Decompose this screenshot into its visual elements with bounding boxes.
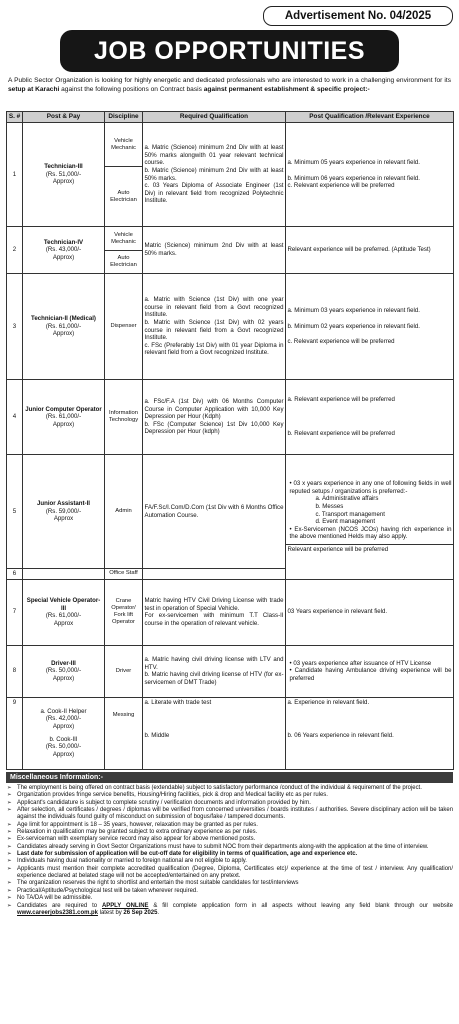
row-required-qualification [143, 123, 286, 227]
exp-item: a. Relevant experience will be preferred [287, 396, 395, 404]
misc-heading: Miscellaneous Information:- [6, 772, 453, 783]
exp-item: b. Minimum 06 years experience in relevant field. [287, 174, 420, 182]
misc-item: ➢ After selection, all certificates / degrees / diplomas will be verified from concerned universities / boards institutes / authorities. Severe disciplinary action will be taken against the individuals found guilty of misconduct on submission of bogus/fake / tampered documents. [6, 807, 453, 822]
row-experience [286, 274, 454, 380]
req-item: c. 03 Years Diploma of Associate Engineer (1st Div) in relevant field from recognized Polytechnic Institute. [144, 182, 284, 205]
post-title-b: b. Cook-III [49, 735, 78, 743]
req-item: a. Matric (Science) minimum 2nd Div with at least 50% marks alongwith 01 year relevant technical course. [144, 144, 284, 167]
exp-item: a. Experience in relevant field. [287, 698, 370, 706]
req-item: a. FSc/F.A (1st Div) with 06 Months Computer Course in Computer Application with 10,000 Key Depression per Hour (Kdph) [144, 398, 284, 421]
post-title-a: a. Cook-II Helper [40, 707, 87, 715]
row-post [23, 274, 105, 380]
row-sno: 7 [7, 579, 23, 645]
misc-item-apply [6, 903, 453, 918]
post-pay: (Rs. 61,000/- Approx) [45, 413, 82, 428]
row-sno: 8 [7, 645, 23, 697]
exp-item: • Ex-Servicemen (NCOS JCOs) having rich experience in the above mentioned Helds may also apply. [290, 526, 452, 541]
row-post [23, 123, 105, 227]
req-item: For ex-servicemen with minimum T.T Class-II course in the operation of relevant vehicle. [144, 612, 284, 627]
post-title: Technician-IV [43, 238, 84, 246]
req-item: b. Matric (Science) minimum 2nd Div with at least 50% marks. [144, 166, 284, 182]
exp-item: a. Minimum 03 years experience in relevant field. [287, 307, 420, 315]
jobs-table [6, 111, 454, 770]
table-row [7, 274, 454, 380]
misc-item: ➢ Relaxation in qualification may be granted subject to extra ordinary experience as per rules. [6, 829, 453, 836]
row-sno: 5 [7, 455, 23, 569]
apply-text-1: Candidates are required to [17, 902, 102, 909]
table-row [7, 579, 454, 645]
exp-item: b. 06 Years experience in relevant field. [287, 732, 394, 740]
exp-item: • Candidate having Ambulance driving experience will be preferred [290, 667, 452, 682]
intro-establishment: against permanent establishment & specific project:- [203, 86, 370, 94]
req-item: b. Matric having civil driving license of HTV (for ex-servicemen of DMT Trade) [144, 671, 284, 686]
row-experience [286, 645, 454, 697]
advertisement-number: Advertisement No. 04/2025 [263, 6, 453, 26]
row-post [23, 455, 105, 569]
misc-item: ➢ No TA/DA will be admissible. [6, 895, 453, 902]
row-required-qualification [143, 569, 286, 580]
row-discipline: Vehicle Mechanic [105, 227, 143, 251]
exp-list [288, 526, 452, 541]
post-title: Special Vehicle Operator-III [26, 596, 101, 612]
row-post [23, 697, 105, 769]
post-pay: (Rs. 59,000/- Approx [45, 507, 82, 523]
req-item: Matric having HTV Civil Driving License with trade test in operation of Special Vehicle. [144, 596, 284, 612]
exp-subitem: a. Administrative affairs [315, 495, 379, 503]
exp-item: a. Minimum 05 years experience in relevant field. [287, 159, 420, 167]
table-row [7, 380, 454, 455]
row-experience [286, 455, 454, 580]
misc-item: ➢ The organization reserves the right to shortlist and entertain the most suitable candidates for test/interviews [6, 880, 453, 887]
col-post-qualification: Post Qualification /Relevant Experience [286, 112, 454, 123]
col-discipline: Discipline [105, 112, 143, 123]
table-row [7, 227, 454, 251]
misc-item: ➢ Individuals having dual nationality or married to foreign national are not eligible to apply. [6, 858, 453, 865]
row-experience: 03 Years experience in relevant field. [286, 579, 454, 645]
row-required-qualification [143, 579, 286, 645]
exp-item: c. Relevant experience will be preferred [287, 182, 395, 190]
post-pay: (Rs. 50,000/- Approx) [45, 667, 82, 682]
intro-paragraph [8, 76, 451, 94]
exp-item: • 03 x years experience in any one of following fields in well reputed setups / organizations is preferred:- [290, 480, 452, 495]
row-discipline: Messing [105, 697, 143, 769]
col-sno: S. # [7, 112, 23, 123]
misc-section [6, 772, 453, 917]
post-pay: (Rs. 43,000/- Approx) [45, 246, 82, 261]
apply-text-4: . [157, 909, 160, 916]
exp-subitem: c. Transport management [315, 510, 385, 518]
row-experience [286, 697, 454, 769]
post-title: Technician-III [44, 163, 83, 171]
website-link[interactable]: www.careerjobs2381.com.pk [17, 909, 98, 916]
row-post [23, 380, 105, 455]
misc-item: ➢ Age limit for appointment is 18 – 35 years, however, relaxation may be granted as per rules. [6, 822, 453, 829]
row-sno: 9 [7, 697, 23, 769]
row-discipline: Dispenser [105, 274, 143, 380]
exp-item: b. Minimum 02 years experience in relevant field. [287, 322, 420, 330]
apply-online: APPLY ONLINE [101, 902, 149, 909]
row-required-qualification: FA/F.Sc/I.Com/D.Com (1st Div with 6 Months Office Automation Course. [143, 455, 286, 569]
misc-item: ➢ Organization provides fringe service benefits, Housing/Hiring facilities, pick & drop and Medical facility etc as per rules. [6, 792, 453, 799]
exp-item: c. Relevant experience will be preferred [287, 338, 395, 346]
exp-item: b. Relevant experience will be preferred [287, 430, 395, 437]
misc-item: ➢ Applicant's candidature is subject to complete scrutiny / verification documents and information provided by him. [6, 800, 453, 807]
post-pay: (Rs. 51,000/- Approx) [45, 170, 82, 186]
exp-subitem: d. Event management [315, 518, 376, 526]
misc-item: ➢ Last date for submission of application will be cut-off date for eligibility in terms of qualification, age and experience etc. [6, 851, 453, 858]
exp-list [288, 480, 452, 495]
exp-item: • 03 years experience after issuance of HTV License [290, 660, 452, 668]
post-pay-a: (Rs. 42,000/- Approx) [45, 715, 82, 730]
post-pay: (Rs. 61,000/- Approx) [45, 322, 82, 338]
row-required-qualification [143, 697, 286, 769]
req-item: b. FSc (Computer Science) 1st Div 10,000 Key Depression per Hour (kdph) [144, 420, 284, 436]
row-sno: 2 [7, 227, 23, 274]
post-pay: (Rs. 61,000/- Approx [45, 612, 82, 627]
row-discipline: Admin [105, 455, 143, 569]
table-row [7, 455, 454, 569]
row-experience [286, 380, 454, 455]
exp-sublist [288, 495, 452, 525]
req-item: a. Matric having civil driving license with LTV and HTV. [144, 655, 284, 671]
req-item: a. Matric with Science (1st Div) with one year course in relevant field from a Govt recognized Institute. [144, 296, 284, 319]
intro-location: setup at Karachi [8, 86, 60, 94]
post-title: Technician-II (Medical) [31, 315, 96, 323]
row-sno: 3 [7, 274, 23, 380]
row-post [23, 569, 105, 580]
row-required-qualification [143, 380, 286, 455]
row-post [23, 645, 105, 697]
row-experience: Relevant experience will be preferred. (Aptitude Test) [286, 227, 454, 274]
table-row [7, 697, 454, 769]
exp-subitem: b. Messes [315, 502, 344, 510]
col-post-pay: Post & Pay [23, 112, 105, 123]
intro-text-2: against the following positions on Contract basis [59, 86, 204, 94]
row-sno: 1 [7, 123, 23, 227]
row-discipline: Information Technology [105, 380, 143, 455]
row-sno: 4 [7, 380, 23, 455]
page-title: JOB OPPORTUNITIES [60, 30, 399, 72]
row-discipline: Crane Operator/ Fork lift Operator [105, 579, 143, 645]
row-experience [286, 123, 454, 227]
row-required-qualification [143, 274, 286, 380]
row-post [23, 579, 105, 645]
apply-text-2: & fill complete application form in all aspects without leaving any field blank through our website [148, 902, 453, 909]
req-item: c. FSc (Preferably 1st Div) with 01 year Diploma in relevant field from a Govt recognized Institute. [144, 341, 284, 357]
row-required-qualification: Matric (Science) minimum 2nd Div with at least 50% marks. [143, 227, 286, 274]
row-sno: 6 [7, 569, 23, 580]
row-discipline: Driver [105, 645, 143, 697]
req-item: b. Matric with Science (1st Div) with 02 years course in relevant field from a Govt recognized Institute. [144, 318, 284, 342]
row-discipline: Auto Electrician [105, 167, 143, 227]
misc-item: ➢ Ex-serviceman with exemplary service record may also appear for above mentioned posts. [6, 836, 453, 843]
row-required-qualification [143, 645, 286, 697]
last-date: 26 Sep 2025 [123, 909, 158, 916]
misc-item: ➢ Practical/Aptitude/Psychological test will be taken wherever required. [6, 888, 453, 895]
misc-item: ➢ Applicants must mention their complete accredited qualification (Degree, Diploma, Certificates etc)/ experience at the time of test / interview. Any qualification/ experience declared at belated stage will not be accepted/entertained on any pretext. [6, 866, 453, 881]
row-post [23, 227, 105, 274]
table-header-row [7, 112, 454, 123]
apply-text-3: latest by [97, 909, 124, 916]
misc-item: ➢ The employment is being offered on contract basis (extendable) subject to satisfactory performance /conduct of the individual & requirement of the project. [6, 785, 453, 792]
table-row [7, 645, 454, 697]
col-required-qualification: Required Qualification [143, 112, 286, 123]
row-discipline: Office Staff [105, 569, 143, 580]
exp-list [288, 660, 452, 683]
post-pay-b: (Rs. 50,000/- Approx) [45, 743, 82, 758]
misc-list [6, 785, 453, 917]
exp-item: Relevant experience will be preferred [286, 544, 453, 554]
table-row [7, 123, 454, 167]
post-title: Driver-III [51, 659, 76, 667]
row-discipline: Auto Electrician [105, 251, 143, 274]
req-item: a. Literate with trade test [144, 698, 212, 706]
row-discipline: Vehicle Mechanic [105, 123, 143, 167]
intro-text-1: A Public Sector Organization is looking for highly energetic and dedicated professionals who are interested to work in a challenging environment for its [8, 77, 451, 84]
post-title: Junior Assistant-II [37, 500, 90, 508]
req-item: b. Middle [144, 732, 170, 740]
post-title: Junior Computer Operator [25, 405, 102, 413]
misc-item: ➢ Candidates already serving in Govt Sector Organizations must have to submit NOC from their departments along-with the application at the time of interview. [6, 844, 453, 851]
